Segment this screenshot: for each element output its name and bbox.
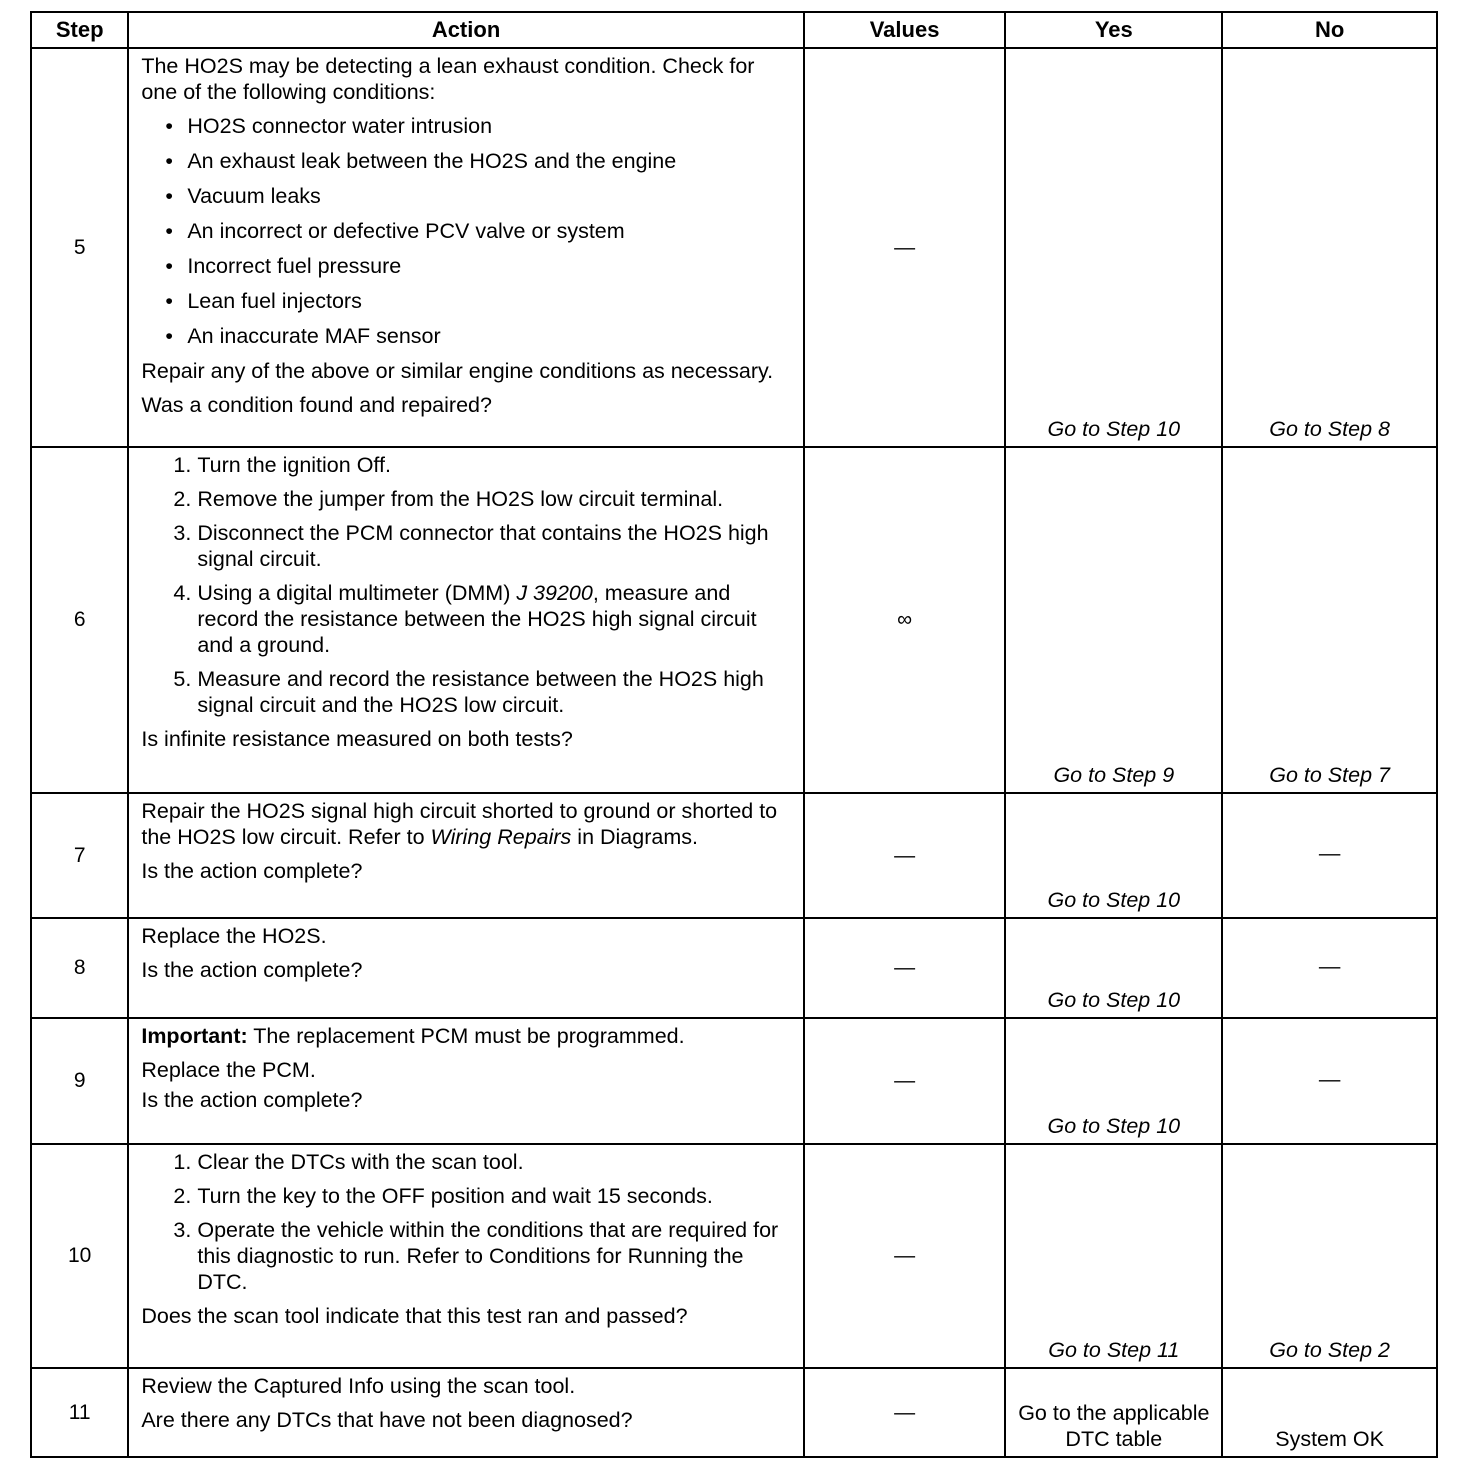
list-item-text: Disconnect the PCM connector that contains the HO2S high signal circuit. [197, 521, 769, 571]
yes-cell: Go to the applicable DTC table [1005, 1368, 1222, 1457]
no-cell: — [1222, 793, 1437, 918]
list-item [165, 323, 794, 349]
important-text: The replacement PCM must be programmed. [247, 1024, 685, 1048]
action-question: Was a condition found and repaired? [141, 393, 492, 417]
list-item-text: An inaccurate MAF sensor [187, 324, 441, 348]
values-cell: — [804, 793, 1006, 918]
action-text: Review the Captured Info using the scan tool. [141, 1374, 576, 1398]
important-label: Important: [141, 1024, 248, 1048]
list-item-text: Turn the ignition Off. [197, 453, 391, 477]
yes-cell: Go to Step 10 [1005, 48, 1222, 447]
table-row [31, 1144, 1437, 1368]
values-cell: — [804, 1018, 1006, 1144]
list-item [165, 183, 794, 209]
action-question: Is the action complete? [141, 859, 363, 883]
list-item-text: Clear the DTCs with the scan tool. [197, 1150, 524, 1174]
list-item [161, 452, 794, 478]
table-row [31, 1368, 1437, 1457]
list-item [165, 113, 794, 139]
action-cell [128, 1018, 803, 1144]
list-item [161, 1183, 794, 1209]
no-cell: Go to Step 7 [1222, 447, 1437, 793]
list-item-text: Remove the jumper from the HO2S low circuit terminal. [197, 487, 724, 511]
list-item-text: Using a digital multimeter (DMM) [197, 581, 517, 605]
action-question: Are there any DTCs that have not been diagnosed? [141, 1408, 633, 1432]
list-item-text: Lean fuel injectors [187, 289, 362, 313]
header-step: Step [31, 12, 128, 48]
bullet-icon: • [165, 324, 173, 348]
bullet-icon: • [165, 114, 173, 138]
list-item-text: Incorrect fuel pressure [187, 254, 402, 278]
list-item-text: , measure and record the resistance between the HO2S high signal circuit and a ground. [197, 581, 757, 657]
step-number: 5 [31, 48, 128, 447]
action-question: Is infinite resistance measured on both tests? [141, 727, 573, 751]
bullet-icon: • [165, 289, 173, 313]
header-action: Action [128, 12, 803, 48]
table-row [31, 48, 1437, 447]
action-text: Repair any of the above or similar engine conditions as necessary. [141, 359, 774, 383]
step-number: 7 [31, 793, 128, 918]
list-number: 3. [173, 1218, 192, 1242]
important-note [141, 1023, 794, 1049]
action-text: The HO2S may be detecting a lean exhaust condition. Check for one of the following conditions: [141, 54, 755, 104]
yes-cell: Go to Step 10 [1005, 918, 1222, 1018]
action-text-part: Repair the HO2S signal high circuit shorted to ground or shorted to the HO2S low circuit. Refer to [141, 799, 778, 849]
list-item-text: Vacuum leaks [187, 184, 321, 208]
step-number: 6 [31, 447, 128, 793]
bullet-icon: • [165, 254, 173, 278]
diagnostic-table [30, 11, 1438, 1458]
action-cell [128, 1368, 803, 1457]
yes-cell: Go to Step 11 [1005, 1144, 1222, 1368]
values-cell: — [804, 918, 1006, 1018]
yes-cell: Go to Step 10 [1005, 1018, 1222, 1144]
list-number: 3. [173, 521, 192, 545]
list-item [161, 1217, 794, 1295]
list-number: 1. [173, 1150, 192, 1174]
list-number: 4. [173, 581, 192, 605]
list-item-text: An incorrect or defective PCV valve or system [187, 219, 625, 243]
tool-reference: J 39200 [516, 581, 593, 605]
list-item-text: Measure and record the resistance between the HO2S high signal circuit and the HO2S low circuit. [197, 667, 764, 717]
values-cell: — [804, 1368, 1006, 1457]
step-number: 8 [31, 918, 128, 1018]
header-yes: Yes [1005, 12, 1222, 48]
header-row [31, 12, 1437, 48]
list-item [165, 253, 794, 279]
values-cell: — [804, 1144, 1006, 1368]
bullet-icon: • [165, 149, 173, 173]
list-item-text: HO2S connector water intrusion [187, 114, 493, 138]
action-question: Is the action complete? [141, 1088, 363, 1112]
procedure-list [141, 1149, 794, 1295]
condition-list [141, 113, 794, 349]
table-row [31, 1018, 1437, 1144]
list-item [161, 486, 794, 512]
procedure-list [141, 452, 794, 718]
action-cell [128, 793, 803, 918]
list-number: 5. [173, 667, 192, 691]
action-cell [128, 918, 803, 1018]
values-cell: ∞ [804, 447, 1006, 793]
list-number: 2. [173, 487, 192, 511]
wiring-repairs-reference: Wiring Repairs [430, 825, 572, 849]
step-number: 9 [31, 1018, 128, 1144]
action-text: Replace the PCM. [141, 1058, 316, 1082]
bullet-icon: • [165, 184, 173, 208]
no-cell: Go to Step 8 [1222, 48, 1437, 447]
action-text-part: in Diagrams. [571, 825, 698, 849]
list-item-text: An exhaust leak between the HO2S and the engine [187, 149, 677, 173]
action-text: Replace the HO2S. [141, 924, 327, 948]
list-item [161, 1149, 794, 1175]
action-question: Is the action complete? [141, 958, 363, 982]
list-item [165, 148, 794, 174]
list-item [161, 666, 794, 718]
header-values: Values [804, 12, 1006, 48]
action-cell [128, 1144, 803, 1368]
list-item [165, 288, 794, 314]
header-no: No [1222, 12, 1437, 48]
yes-cell: Go to Step 9 [1005, 447, 1222, 793]
yes-cell: Go to Step 10 [1005, 793, 1222, 918]
action-cell [128, 447, 803, 793]
table-row [31, 447, 1437, 793]
action-question: Does the scan tool indicate that this test ran and passed? [141, 1304, 688, 1328]
list-item-text: Turn the key to the OFF position and wait 15 seconds. [197, 1184, 713, 1208]
step-number: 10 [31, 1144, 128, 1368]
list-number: 1. [173, 453, 192, 477]
list-number: 2. [173, 1184, 192, 1208]
values-cell: — [804, 48, 1006, 447]
no-cell: System OK [1222, 1368, 1437, 1457]
table-row [31, 793, 1437, 918]
bullet-icon: • [165, 219, 173, 243]
no-cell: — [1222, 918, 1437, 1018]
table-row [31, 918, 1437, 1018]
list-item [161, 580, 794, 658]
step-number: 11 [31, 1368, 128, 1457]
action-cell [128, 48, 803, 447]
no-cell: — [1222, 1018, 1437, 1144]
no-cell: Go to Step 2 [1222, 1144, 1437, 1368]
list-item [161, 520, 794, 572]
list-item [165, 218, 794, 244]
action-text [141, 798, 794, 850]
list-item-text: Operate the vehicle within the conditions that are required for this diagnostic to run. Refer to Conditions for Running the DTC. [197, 1218, 779, 1294]
